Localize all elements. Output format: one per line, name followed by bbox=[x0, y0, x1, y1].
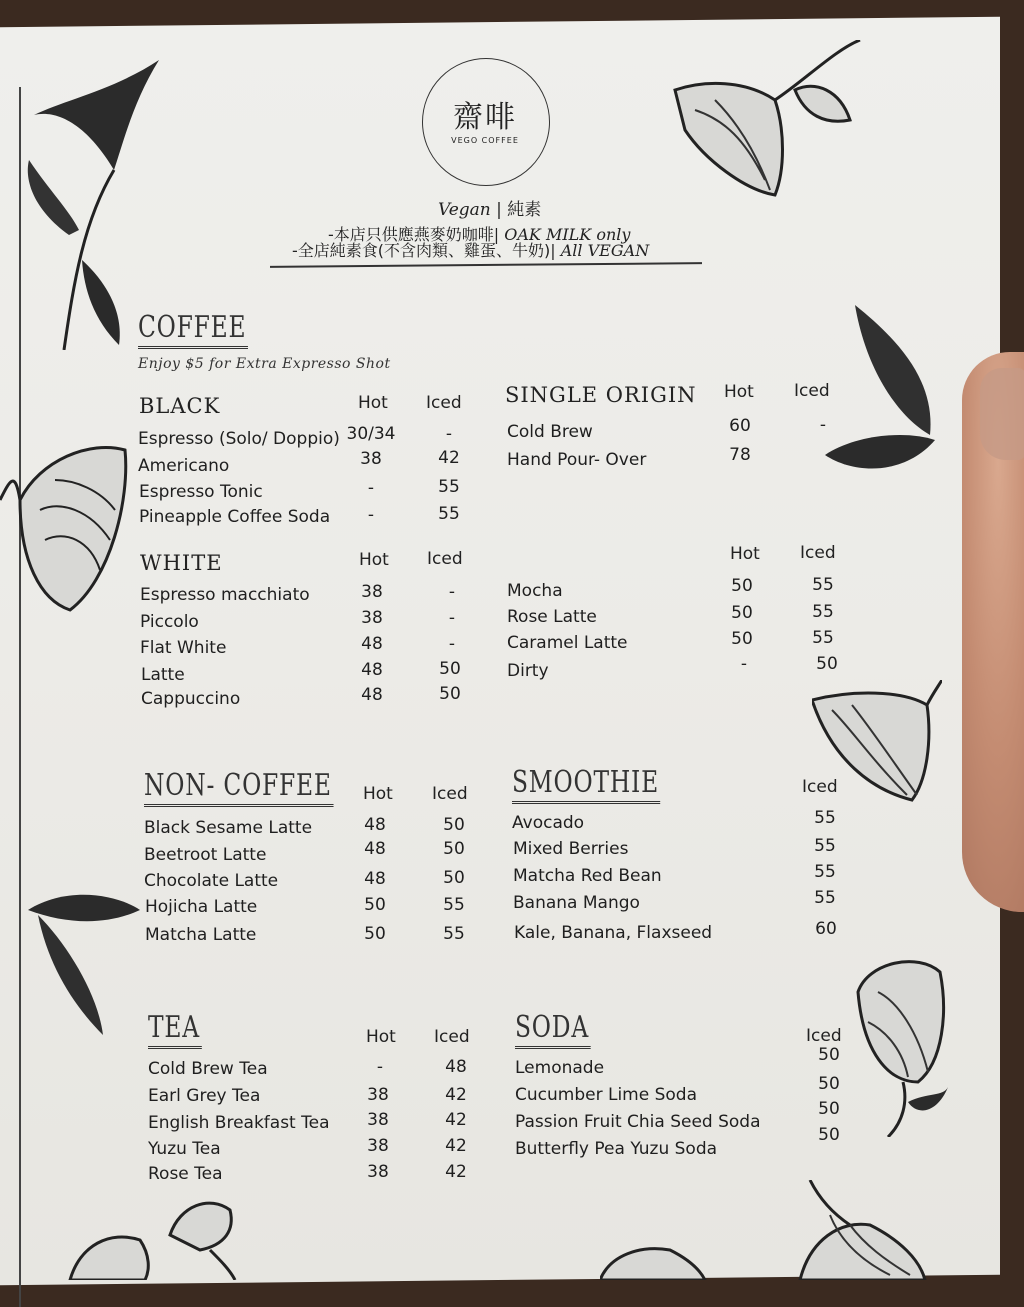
price-hot: 30/34 bbox=[346, 424, 396, 444]
price-hot: 50 bbox=[731, 576, 753, 596]
price-hot: 60 bbox=[729, 416, 751, 436]
price-iced: 42 bbox=[445, 1136, 467, 1156]
price-hot: 50 bbox=[364, 895, 386, 915]
menu-item: Rose Tea bbox=[148, 1164, 223, 1184]
price-iced: 55 bbox=[814, 888, 836, 908]
menu-item: Cold Brew bbox=[507, 422, 593, 442]
menu-item: Cappuccino bbox=[141, 689, 241, 709]
menu-item: Kale, Banana, Flaxseed bbox=[514, 923, 713, 943]
menu-item: Lemonade bbox=[515, 1058, 605, 1078]
price-hot: - bbox=[367, 478, 375, 498]
menu-item: Yuzu Tea bbox=[148, 1139, 221, 1159]
price-iced: 50 bbox=[818, 1074, 840, 1094]
price-iced: 55 bbox=[812, 628, 834, 648]
menu-item: Avocado bbox=[512, 813, 585, 833]
price-iced: 55 bbox=[438, 477, 460, 497]
menu-item: Piccolo bbox=[140, 612, 199, 632]
price-iced: 50 bbox=[818, 1099, 840, 1119]
menu-item: Espresso macchiato bbox=[140, 585, 310, 605]
vegan-note-en: | All VEGAN bbox=[550, 241, 650, 260]
leaf-illustration bbox=[825, 305, 940, 480]
flower-illustration bbox=[600, 1180, 930, 1280]
price-iced: 50 bbox=[443, 839, 465, 859]
price-hot: 38 bbox=[367, 1110, 389, 1130]
menu-item: English Breakfast Tea bbox=[148, 1113, 330, 1133]
menu-item: Pineapple Coffee Soda bbox=[139, 507, 331, 527]
margin-line bbox=[19, 87, 21, 1307]
column-hot: Hot bbox=[363, 784, 393, 804]
price-iced: 55 bbox=[438, 504, 460, 524]
column-iced: Iced bbox=[802, 777, 838, 797]
menu-item: Caramel Latte bbox=[507, 633, 628, 653]
menu-item: Matcha Latte bbox=[145, 925, 257, 945]
price-hot: 38 bbox=[367, 1162, 389, 1182]
price-hot: 50 bbox=[731, 603, 753, 623]
menu-item: Dirty bbox=[507, 661, 549, 681]
menu-item: Mixed Berries bbox=[513, 839, 629, 859]
price-iced: - bbox=[448, 608, 456, 628]
milk-note-en: | OAK MILK only bbox=[493, 225, 631, 244]
price-iced: 55 bbox=[812, 575, 834, 595]
vegan-note bbox=[292, 238, 649, 261]
price-hot: 38 bbox=[361, 582, 383, 602]
column-hot: Hot bbox=[366, 1027, 396, 1047]
price-iced: 42 bbox=[438, 448, 460, 468]
column-hot: Hot bbox=[724, 382, 754, 402]
flower-illustration bbox=[0, 420, 130, 620]
column-iced: Iced bbox=[806, 1026, 842, 1046]
menu-item: Espresso (Solo/ Doppio) bbox=[138, 429, 340, 449]
menu-item: Espresso Tonic bbox=[139, 482, 263, 502]
flower-illustration bbox=[848, 952, 948, 1137]
price-hot: 38 bbox=[360, 449, 382, 469]
subsection-black: BLACK bbox=[139, 394, 221, 418]
column-iced: Iced bbox=[794, 381, 830, 401]
price-iced: 55 bbox=[814, 836, 836, 856]
price-hot: - bbox=[367, 505, 375, 525]
price-iced: 50 bbox=[439, 659, 461, 679]
menu-item: Rose Latte bbox=[507, 607, 597, 627]
subsection-white: WHITE bbox=[140, 551, 223, 575]
menu-item: Passion Fruit Chia Seed Soda bbox=[515, 1112, 761, 1132]
section-title-coffee: COFFEE bbox=[138, 310, 248, 349]
price-hot: 48 bbox=[364, 815, 386, 835]
price-hot: 38 bbox=[361, 608, 383, 628]
price-iced: 50 bbox=[818, 1125, 840, 1145]
column-iced: Iced bbox=[426, 393, 462, 413]
price-iced: 50 bbox=[816, 654, 838, 674]
price-iced: 48 bbox=[445, 1057, 467, 1077]
price-iced: 55 bbox=[814, 862, 836, 882]
logo-name: VEGO COFFEE bbox=[451, 136, 519, 145]
price-iced: 50 bbox=[818, 1045, 840, 1065]
price-iced: 50 bbox=[443, 868, 465, 888]
flower-illustration bbox=[60, 1195, 260, 1280]
column-iced: Iced bbox=[434, 1027, 470, 1047]
subsection-single-origin: SINGLE ORIGIN bbox=[505, 383, 697, 407]
price-iced: 42 bbox=[445, 1162, 467, 1182]
logo-mark: 齋啡 bbox=[453, 100, 517, 135]
column-iced: Iced bbox=[800, 543, 836, 563]
price-iced: 55 bbox=[443, 895, 465, 915]
menu-item: Americano bbox=[138, 456, 230, 476]
menu-item: Banana Mango bbox=[513, 893, 640, 913]
column-hot: Hot bbox=[358, 393, 388, 413]
menu-item: Mocha bbox=[507, 581, 563, 601]
price-hot: 48 bbox=[364, 839, 386, 859]
menu-item: Black Sesame Latte bbox=[144, 818, 313, 838]
price-iced: - bbox=[448, 634, 456, 654]
extra-shot-note: Enjoy $5 for Extra Expresso Shot bbox=[138, 356, 391, 372]
price-hot: 50 bbox=[731, 629, 753, 649]
price-hot: 48 bbox=[361, 634, 383, 654]
menu-item: Latte bbox=[141, 665, 185, 685]
menu-item: Cold Brew Tea bbox=[148, 1059, 268, 1079]
price-hot: 48 bbox=[364, 869, 386, 889]
menu-item: Hojicha Latte bbox=[145, 897, 258, 917]
price-iced: 42 bbox=[445, 1110, 467, 1130]
leaf-illustration bbox=[28, 885, 143, 1040]
price-iced: 60 bbox=[815, 919, 837, 939]
price-iced: 55 bbox=[812, 602, 834, 622]
price-hot: - bbox=[376, 1057, 384, 1077]
price-iced: - bbox=[448, 582, 456, 602]
column-hot: Hot bbox=[359, 550, 389, 570]
price-iced: 50 bbox=[439, 684, 461, 704]
thumbnail bbox=[980, 368, 1024, 460]
price-hot: 38 bbox=[367, 1136, 389, 1156]
tagline-divider: | bbox=[496, 200, 502, 220]
section-title-smoothie: SMOOTHIE bbox=[512, 765, 661, 804]
price-iced: - bbox=[819, 415, 827, 435]
price-hot: 78 bbox=[729, 445, 751, 465]
menu-item: Beetroot Latte bbox=[144, 845, 267, 865]
price-hot: 48 bbox=[361, 685, 383, 705]
price-hot: 50 bbox=[364, 924, 386, 944]
price-iced: 55 bbox=[814, 808, 836, 828]
menu-item: Butterfly Pea Yuzu Soda bbox=[515, 1139, 718, 1159]
flower-illustration bbox=[665, 40, 865, 200]
price-hot: 38 bbox=[367, 1085, 389, 1105]
section-title-tea: TEA bbox=[148, 1010, 201, 1049]
tagline bbox=[438, 195, 541, 220]
section-title-non-coffee: NON- COFFEE bbox=[144, 768, 333, 807]
vegan-note-cn: -全店純素食(不含肉類、雞蛋、牛奶) bbox=[292, 241, 551, 260]
menu-item: Flat White bbox=[140, 638, 227, 658]
column-iced: Iced bbox=[427, 549, 463, 569]
tagline-script: Vegan bbox=[438, 200, 491, 220]
section-title-soda: SODA bbox=[515, 1010, 591, 1049]
flower-illustration bbox=[24, 60, 164, 350]
price-iced: 42 bbox=[445, 1085, 467, 1105]
column-iced: Iced bbox=[432, 784, 468, 804]
price-iced: 50 bbox=[443, 815, 465, 835]
menu-item: Cucumber Lime Soda bbox=[515, 1085, 697, 1105]
menu-item: Hand Pour- Over bbox=[507, 450, 647, 470]
menu-item: Matcha Red Bean bbox=[513, 866, 662, 886]
milk-note-cn: -本店只供應燕麥奶咖啡 bbox=[328, 225, 494, 244]
menu-item: Earl Grey Tea bbox=[148, 1086, 261, 1106]
tagline-chinese: 純素 bbox=[507, 200, 542, 220]
column-hot: Hot bbox=[730, 544, 760, 564]
price-hot: - bbox=[740, 654, 748, 674]
menu-item: Chocolate Latte bbox=[144, 871, 279, 891]
price-hot: 48 bbox=[361, 660, 383, 680]
price-iced: - bbox=[445, 424, 453, 444]
price-iced: 55 bbox=[443, 924, 465, 944]
